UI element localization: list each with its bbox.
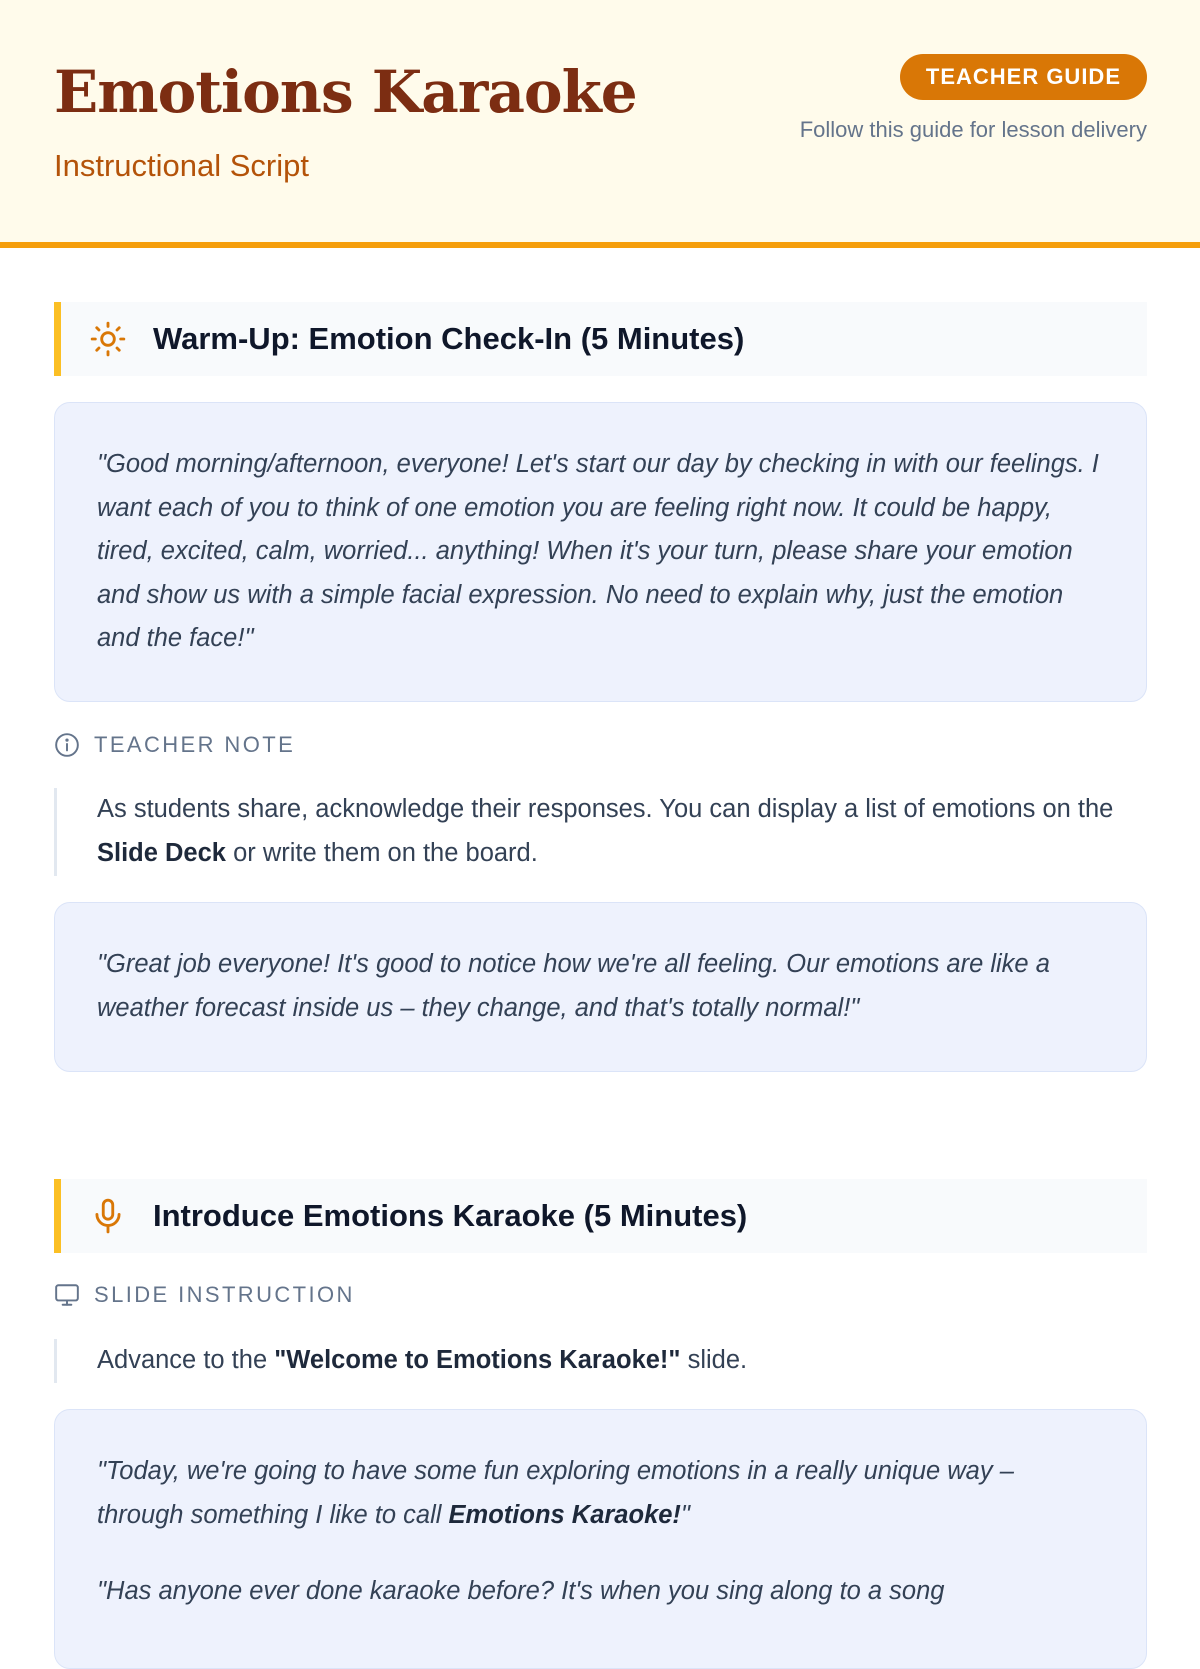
- header-note: Follow this guide for lesson delivery: [799, 117, 1147, 142]
- slide-name-emphasis: "Welcome to Emotions Karaoke!": [274, 1346, 681, 1374]
- info-icon: [54, 732, 80, 758]
- slide-instruction-text: Advance to the "Welcome to Emotions Karaoke!" slide.: [54, 1339, 1147, 1383]
- script-box: [54, 402, 1147, 702]
- page-header: [0, 0, 1200, 248]
- section-title: Introduce Emotions Karaoke (5 Minutes): [153, 1198, 748, 1233]
- section-heading-warm-up: [54, 302, 1147, 376]
- teacher-guide-badge: TEACHER GUIDE: [900, 54, 1147, 100]
- page-subtitle: Instructional Script: [54, 148, 309, 183]
- slide-deck-emphasis: Slide Deck: [97, 838, 226, 867]
- script-text: "Has anyone ever done karaoke before? It's when you sing along to a song: [97, 1577, 945, 1605]
- script-box: [54, 902, 1147, 1072]
- script-text: "Today, we're going to have some fun exploring emotions in a really unique way – through something I like to call Emotions Karaoke!": [97, 1457, 1014, 1529]
- page-title: Emotions Karaoke: [54, 58, 637, 126]
- monitor-icon: [54, 1282, 80, 1308]
- sun-icon: [89, 320, 127, 358]
- script-box: [54, 1409, 1147, 1669]
- script-text: "Great job everyone! It's good to notice how we're all feeling. Our emotions are like a weather forecast inside us – they change, and that's totally normal!": [97, 950, 1050, 1022]
- microphone-icon: [89, 1197, 127, 1235]
- emotions-karaoke-emphasis: Emotions Karaoke!: [448, 1500, 681, 1529]
- section-title: Warm-Up: Emotion Check-In (5 Minutes): [153, 321, 745, 356]
- script-text: "Good morning/afternoon, everyone! Let's start our day by checking in with our feelings. I want each of you to think of one emotion you are feeling right now. It could be happy, tired, excited, calm, worried... anything! When it's your turn, please share your emotion and show us with a simple facial expression. No need to explain why, just the emotion and the face!": [97, 450, 1099, 652]
- section-heading-introduce: [54, 1179, 1147, 1253]
- teacher-note-text: As students share, acknowledge their responses. You can display a list of emotions on the Slide Deck or write them on the board.: [54, 788, 1147, 876]
